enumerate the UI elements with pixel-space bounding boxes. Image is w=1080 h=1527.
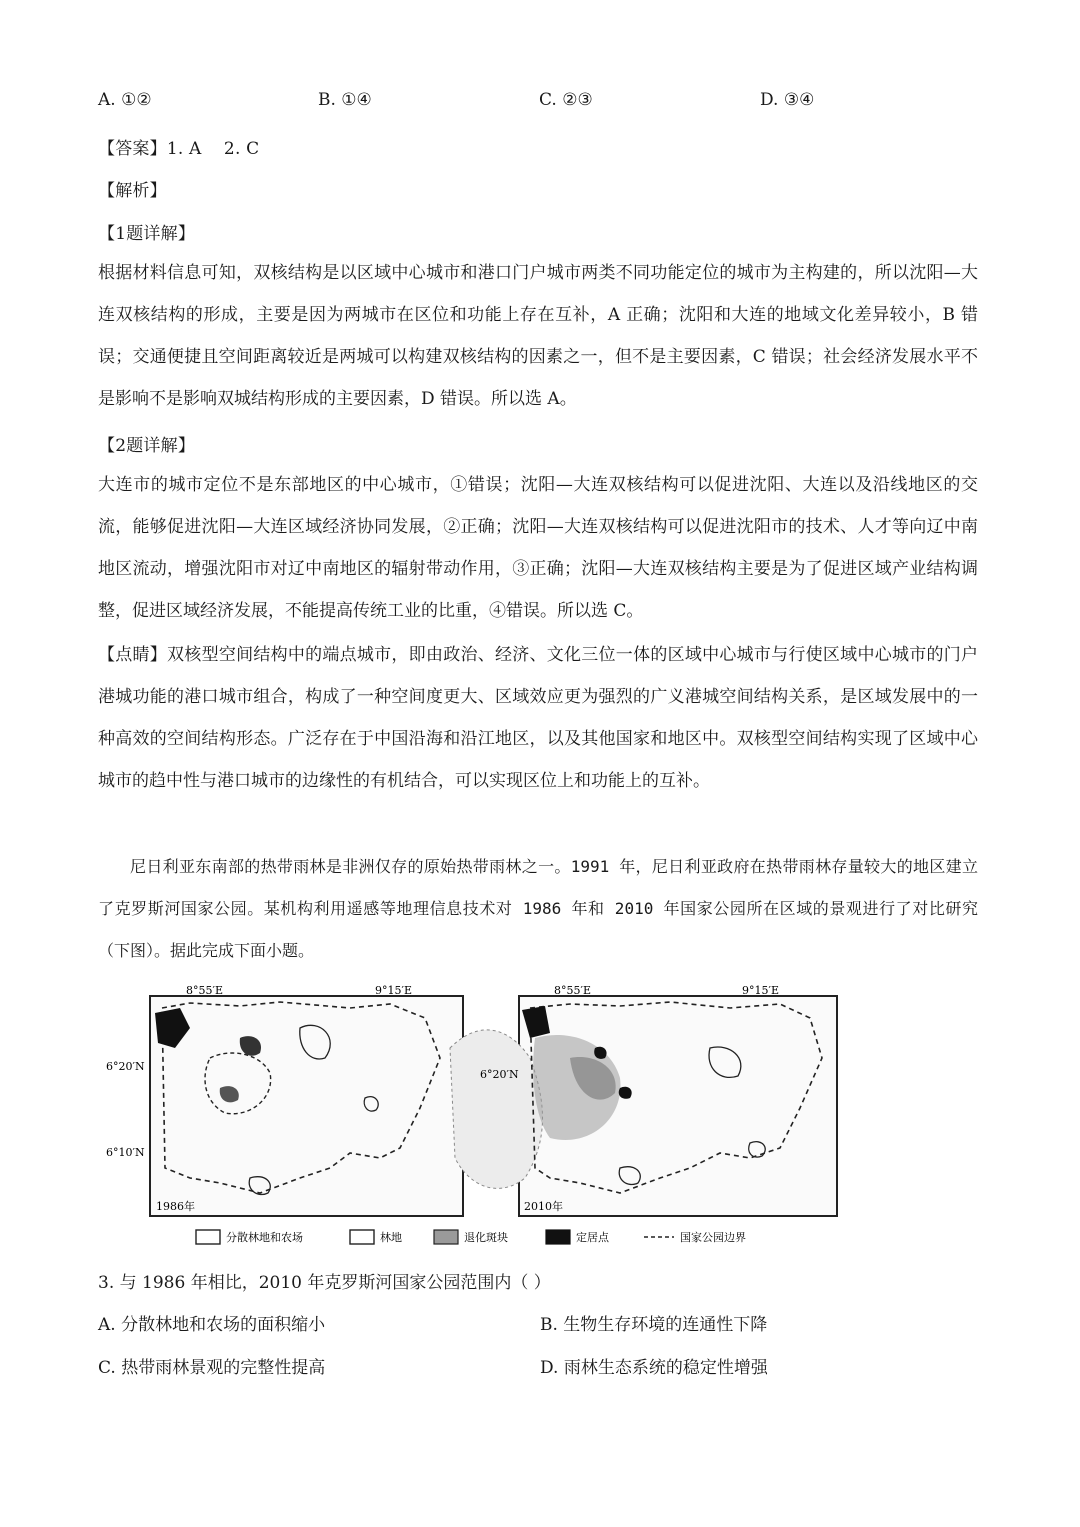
q3-option-b: B. 生物生存环境的连通性下降 <box>540 1315 768 1335</box>
map1-lon-right: 9°15′E <box>375 984 413 997</box>
option-d: D. ③④ <box>760 90 815 110</box>
legend-scattered: 分散林地和农场 <box>226 1231 303 1244</box>
q3-option-a: A. 分散林地和农场的面积缩小 <box>98 1315 326 1335</box>
map1-year: 1986年 <box>156 1200 195 1213</box>
comment-block <box>98 634 978 802</box>
comment-body: 双核型空间结构中的端点城市，即由政治、经济、文化三位一体的区域中心城市与行使区域中心城市的门户港城功能的港口城市组合，构成了一种空间度更大、区域效应更为强烈的广义港城空间结构关系，是区域发展中的一种高效的空间结构形态。广泛存在于中国沿海和沿江地区，以及其他国家和地区中。双核型空间结构实现了区域中心城市的趋中性与港口城市的边缘性的有机结合，可以实现区位上和功能上的互补。 <box>98 645 979 791</box>
q3-option-c: C. 热带雨林景观的完整性提高 <box>98 1358 326 1378</box>
legend-forest-swatch <box>350 1230 374 1244</box>
answer-text: 1. A 2. C <box>166 139 260 159</box>
detail2-body: 大连市的城市定位不是东部地区的中心城市，①错误；沈阳—大连双核结构可以促进沈阳、大连以及沿线地区的交流，能够促进沈阳—大连区域经济协同发展，②正确；沈阳—大连双核结构可以促进沈阳市的技术、人才等向辽中南地区流动，增强沈阳市对辽中南地区的辐射带动作用，③正确；沈阳—大连双核结构主要是为了促进区域产业结构调整，促进区域经济发展，不能提高传统工业的比重，④错误。所以选 C。 <box>98 475 978 621</box>
legend-settlement: 定居点 <box>576 1231 609 1244</box>
map2-lon-right: 9°15′E <box>742 984 780 997</box>
legend-degraded: 退化斑块 <box>464 1231 508 1244</box>
map-svg <box>106 978 840 1256</box>
q3-option-d: D. 雨林生态系统的稳定性增强 <box>540 1358 768 1378</box>
option-a: A. ①② <box>98 90 152 110</box>
answer-tag: 【答案】 <box>98 139 167 159</box>
map-legend <box>196 1230 746 1244</box>
map1-lat-bottom: 6°10′N <box>106 1146 145 1159</box>
option-c: C. ②③ <box>539 90 593 110</box>
map2-lat-mid: 6°20′N <box>480 1068 519 1081</box>
comment-tag: 【点睛】 <box>98 645 168 665</box>
map2-lon-left: 8°55′E <box>554 984 592 997</box>
legend-boundary: 国家公园边界 <box>680 1231 746 1244</box>
q2-options <box>98 90 998 120</box>
analysis-tag: 【解析】 <box>98 181 167 201</box>
landscape-map-figure <box>106 978 840 1256</box>
detail1-title: 【1题详解】 <box>98 224 196 244</box>
q3-stem: 3. 与 1986 年相比，2010 年克罗斯河国家公园范围内（ ） <box>98 1273 551 1293</box>
answer-line <box>98 134 259 159</box>
detail1-body: 根据材料信息可知，双核结构是以区域中心城市和港口门户城市两类不同功能定位的城市为主构建的，所以沈阳—大连双核结构的形成，主要是因为两城市在区位和功能上存在互补，A 正确；沈阳和大连的地域文化差异较小，B 错误；交通便捷且空间距离较近是两城可以构建双核结构的因素之一，但不是主要因素，C 错误；社会经济发展水平不是影响不是影响双城结构形成的主要因素，D 错误。所以选 A。 <box>98 263 978 409</box>
detail2-title: 【2题详解】 <box>98 436 196 456</box>
material-paragraph: 尼日利亚东南部的热带雨林是非洲仅存的原始热带雨林之一。1991 年，尼日利亚政府在热带雨林存量较大的地区建立了克罗斯河国家公园。某机构利用遥感等地理信息技术对 1986 年和 2010 年国家公园所在区域的景观进行了对比研究（下图）。据此完成下面小题。 <box>98 857 978 960</box>
map1-lon-left: 8°55′E <box>186 984 224 997</box>
legend-degraded-swatch <box>434 1230 458 1244</box>
legend-settlement-swatch <box>546 1230 570 1244</box>
option-b: B. ①④ <box>318 90 372 110</box>
legend-forest: 林地 <box>380 1231 402 1244</box>
map1-lat-top: 6°20′N <box>106 1060 145 1073</box>
map2-year: 2010年 <box>524 1200 563 1213</box>
legend-scattered-swatch <box>196 1230 220 1244</box>
